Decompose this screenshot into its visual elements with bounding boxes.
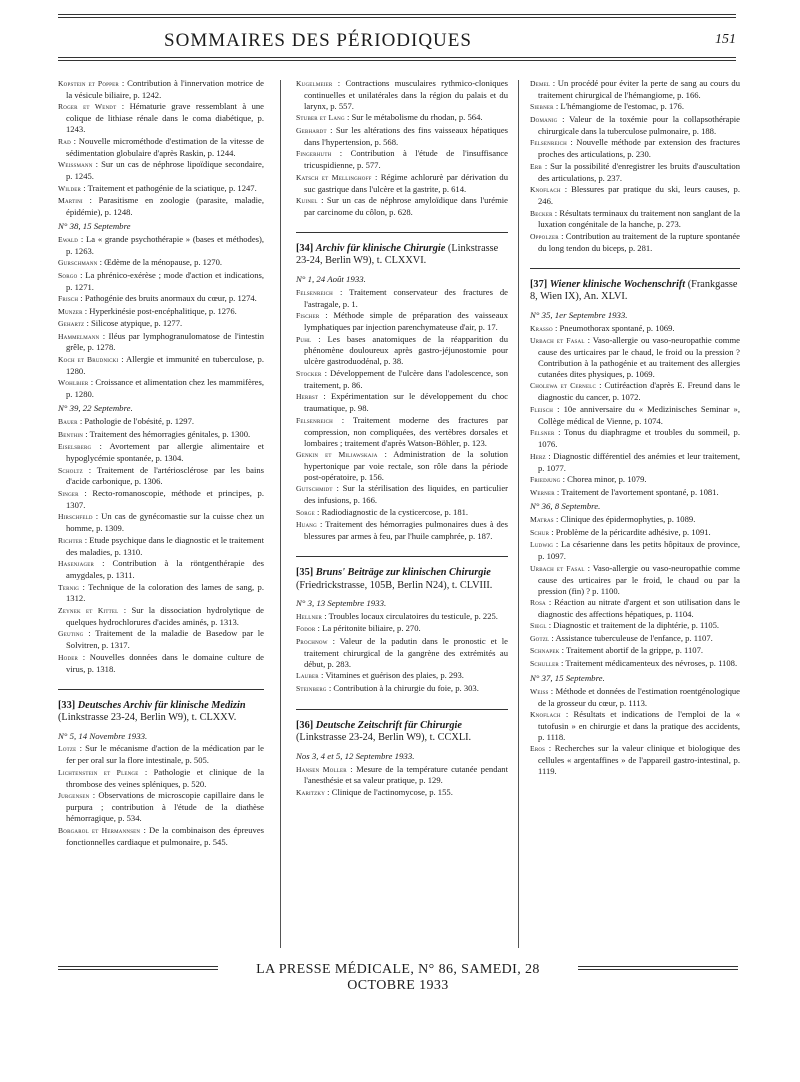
summary-entry [58,825,264,848]
journal-number: [35] [296,567,314,579]
entry-text: : Sur les altérations des fins vaisseaux hépatiques dans l'hypertension, p. 568. [304,124,508,147]
issue-heading: N° 1, 24 Août 1933. [296,273,366,284]
summary-entry [58,465,264,488]
entry-author: Fingerhuth [296,149,332,159]
entry-author: Singer [58,488,79,498]
entry-author: Schuller [530,658,559,668]
entry-author: Krasso [530,323,553,333]
entry-author: Kopstein et Popper [58,79,119,88]
entry-text: : Pathogénie des bruits anormaux du cœur, p. 1274. [78,293,257,304]
entry-author: Gehartz [58,319,85,329]
entry-text: : L'hémangiome de l'estomac, p. 176. [553,101,684,112]
journal-address: (Linkstrasse 23-24, Berlin W9), t. CLXXVI. [296,242,499,267]
section-separator [530,268,740,269]
entry-text: : Réaction au nitrate d'argent et son utilisation dans le diagnostic des affections hépatiques, p. 1104. [538,597,740,619]
entry-author: Siegl [530,621,547,631]
entry-text: : Croissance et alimentation chez les mammifères, p. 1280. [66,377,264,400]
entry-text: : Nouvelle microméthode d'estimation de la vitesse de sédimentation globulaire d'après Raskin, p. 1244. [66,135,264,158]
entry-author: Demel [530,79,551,88]
entry-author: Werner [530,487,555,497]
journal-number: [36] [296,719,314,731]
summary-entry [530,474,740,486]
summary-entry [296,125,508,148]
journal-address: (Linkstrasse 23-24, Berlin W9), t. CLXXV. [58,712,237,724]
entry-author: Felsenreich [296,415,333,425]
entry-author: Lotze [58,744,77,754]
entry-author: Puhl [296,334,312,344]
summary-entry [58,195,264,218]
summary-entry [58,293,264,305]
entry-text: : Valeur de la padutin dans le pronostic et le traitement chirurgical de la gangrène des extrémités au début, p. 283. [304,635,508,669]
entry-text: : La phrénico-exérèse ; mode d'action et indications, p. 1271. [66,269,264,292]
entry-text: : Pneumothorax spontané, p. 1069. [552,322,675,333]
entry-text: : Traitement et pathogénie de la sciatique, p. 1247. [81,182,257,193]
summary-entry [530,597,740,620]
entry-text: : Tonus du diaphragme et troubles du sommeil, p. 1076. [538,427,740,450]
summary-entry [58,318,264,330]
section-separator [296,709,508,710]
entry-author: Gurschmann [58,258,98,268]
entry-author: Gotzl [530,633,550,643]
entry-author: Rad [58,136,71,146]
section-separator [296,232,508,233]
entry-author: Siebner [530,102,554,112]
summary-entry [58,354,264,377]
entry-author: Weissmann [58,160,93,170]
entry-text: : Pathologie de l'obésité, p. 1297. [77,416,195,427]
entry-author: Jurgensen [58,791,90,801]
journal-title [530,279,740,304]
entry-author: Herbst [296,392,319,402]
summary-entry [530,658,740,670]
journal-name: Wiener klinische Wochenschrift [549,278,686,290]
summary-entry [530,231,740,254]
entry-author: Knoflach [530,185,561,195]
issue-heading: N° 36, 8 Septembre. [530,501,601,512]
entry-author: Hellner [296,611,323,621]
summary-entry [296,683,508,695]
summary-entry [530,743,740,777]
summary-entry [530,137,740,160]
summary-entry [530,620,740,632]
entry-text: : Contribution à la röntgenthérapie des amygdales, p. 1311. [66,558,264,581]
summary-entry [296,507,508,519]
summary-entry [58,270,264,293]
entry-author: Richter [58,535,83,545]
entry-author: Gutschmidt [296,484,333,494]
entry-author: Ternig [58,582,80,592]
summary-entry [296,112,508,124]
summary-entry [296,195,508,218]
column-divider-2 [518,80,519,948]
entry-author: Knoflach [530,710,561,720]
summary-entry [530,451,740,474]
entry-text: : Parasitisme en zoologie (parasite, maladie, épidémie), p. 1248. [66,195,264,217]
entry-text: : Recto-romanoscopie, méthode et principes, p. 1307. [66,487,264,510]
entry-text: : De la combinaison des épreuves fonctionnelles cardiaque et pulmonaire, p. 545. [66,824,264,847]
issue-heading: N° 5, 14 Novembre 1933. [58,730,148,741]
entry-text: : Nouvelles données dans le domaine culture de virus, p. 1318. [66,651,264,674]
entry-author: Martini [58,196,83,206]
entry-text: : Un cas de gynécomastie sur la cuisse chez un homme, p. 1309. [66,511,264,534]
page-footer [58,962,738,993]
entry-text: : Œdème de la ménopause, p. 1270. [97,257,223,268]
entry-author: Oppolzer [530,231,559,241]
entry-text: : Sur la dissociation hydrolytique de quelques hydrochlorures d'acides aminés, p. 1313. [66,604,264,627]
entry-text: : Assistance tuberculeuse de l'enfance, p. 1107. [549,632,713,643]
issue-heading: N° 35, 1er Septembre 1933. [530,309,628,320]
entry-author: Wilder [58,183,82,193]
entry-text: : Développement de l'ulcère dans l'adolescence, son traitement, p. 86. [304,367,508,390]
entry-text: : Problème de la péricardite adhésive, p. 1091. [549,526,711,537]
entry-author: Stocker [296,368,322,378]
entry-author: Geuting [58,629,84,639]
entry-text: : Radiodiagnostic de la cysticercose, p. 181. [314,506,469,517]
summary-entry [58,331,264,354]
summary-entry [296,78,508,112]
entry-text: : Vitamines et guérison des plaies, p. 293. [318,670,464,681]
summary-entry [530,563,740,597]
summary-entry [58,183,264,195]
footer-text: LA PRESSE MÉDICALE, N° 86, SAMEDI, 28 OCTOBRE 1933 [256,962,540,993]
entry-author: Zeynek et Kittel [58,605,119,615]
entry-author: Felsner [530,428,555,438]
entry-text: : Traitement de l'artériosclérose par les bains d'acide carbonique, p. 1306. [66,464,264,487]
entry-text: : 10e anniversaire du « Medizinisches Seminar », Collège médical de Vienne, p. 1074. [538,403,740,426]
entry-author: Felsenreich [530,138,567,148]
issue-heading: N° 37, 15 Septembre. [530,672,605,683]
entry-text: : Traitement des hémorragies pulmonaires dues à des blessures par armes à feu, par l'huile camphrée, p. 187. [304,519,508,542]
summary-entry [296,670,508,682]
entry-author: Eros [530,744,546,754]
entry-text: : La péritonite biliaire, p. 270. [315,623,421,634]
footer-rule-right [578,966,738,972]
summary-entry [58,377,264,400]
entry-text: : Clinique de l'actinomycose, p. 155. [325,786,453,797]
entry-author: Felsenreich [296,287,333,297]
entry-text: : Cutiréaction d'après E. Freund dans le diagnostic du cancer, p. 1072. [538,380,740,403]
column-3 [530,78,740,778]
entry-text: : Méthode simple de préparation des vaisseaux lymphatiques par injection parenchymateuse d'air, p. 17. [304,310,508,333]
summary-entry [58,790,264,824]
entry-author: Gebhardt [296,125,327,135]
entry-text: : Contribution à l'innervation motrice de la vésicule biliaire, p. 1242. [66,78,264,100]
entry-text: : Sur la possibilité d'enregistrer les bruits d'auscultation des articulations, p. 237. [538,160,740,183]
page-title: SOMMAIRES DES PÉRIODIQUES [164,30,472,51]
summary-entry [530,208,740,231]
entry-text: : Contractions musculaires rythmico-cloniques continuelles et unilatérales dans la région du palais et du larynx, p. 557. [304,78,508,111]
summary-entry [58,416,264,428]
journal-title [296,567,508,592]
summary-entry [296,287,508,310]
entry-author: Schur [530,527,550,537]
summary-entry [58,234,264,257]
issue-heading: Nos 3, 4 et 5, 12 Septembre 1933. [296,750,415,761]
journal-name: Deutsche Zeitschrift für Chirurgie [315,719,462,731]
entry-text: : Hématurie grave ressemblant à une colique de lithiase rénale dans le coma diabétique, p. 1243. [66,101,264,135]
summary-entry [296,172,508,195]
summary-entry [58,767,264,790]
entry-text: : Traitement de l'avortement spontané, p. 1081. [554,486,719,497]
summary-entry [530,514,740,526]
summary-entry [296,611,508,623]
entry-author: Eiselsberg [58,442,92,452]
summary-entry [58,101,264,135]
entry-author: Lauber [296,671,319,681]
journal-number: [34] [296,242,314,254]
entry-text: : Diagnostic et traitement de la diphtérie, p. 1105. [546,620,720,631]
entry-author: Weiss [530,686,549,696]
entry-text: : Sur un cas de néphrose lipoïdique secondaire, p. 1245. [66,159,264,182]
entry-text: : Contribution à la chirurgie du foie, p. 303. [326,682,479,693]
issue-heading: N° 38, 15 Septembre [58,220,131,231]
entry-author: Urbach et Fasal [530,563,585,573]
entry-author: Katsch et Mellinghoff [296,172,372,182]
summary-entry [58,136,264,159]
summary-entry [296,636,508,670]
journal-name: Bruns' Beiträge zur klinischen Chirurgie [315,567,491,579]
summary-entry [530,686,740,709]
entry-author: Huang [296,520,317,530]
entry-author: Koch et Brudnicki [58,354,119,364]
column-divider-1 [280,80,281,948]
entry-text: : Résultats et indications de l'emploi de la « tutofusin » en chirurgie et dans la pratique des accidents, p. 1118. [538,709,740,742]
entry-author: Kuinel [296,196,318,206]
issue-heading: N° 3, 13 Septembre 1933. [296,598,387,609]
entry-author: Sorge [296,507,315,517]
entry-text: : Allergie et immunité en tuberculose, p. 1280. [66,353,264,376]
entry-text: : Silicose atypique, p. 1277. [84,318,183,329]
entry-author: Wohlbier [58,378,89,388]
header-rule-top-2 [58,17,736,18]
entry-author: Hammelmann [58,331,100,341]
journal-name: Deutsches Archiv für klinische Medizin [77,699,246,711]
journal-title [58,700,264,725]
entry-author: Hirschfeld [58,512,93,522]
summary-entry [296,449,508,483]
entry-author: Erb [530,161,542,171]
summary-entry [530,633,740,645]
summary-entry [58,441,264,464]
entry-author: Friedjung [530,475,561,484]
summary-entry [530,161,740,184]
entry-author: Sorgo [58,270,78,280]
summary-entry [58,429,264,441]
summary-entry [530,645,740,657]
entry-author: Stuber et Lang [296,113,345,123]
summary-entry [58,743,264,766]
entry-text: : Sur le métabolisme du rhodan, p. 564. [344,112,483,123]
entry-text: : Traitement conservateur des fractures de l'astragale, p. 1. [304,286,508,309]
section-separator [58,689,264,690]
entry-author: Hoder [58,652,79,662]
journal-address: (Linkstrasse 23-24, Berlin W9), t. CCXLI. [296,732,472,744]
entry-author: Herz [530,451,546,461]
entry-author: Hansen Moller [296,764,347,774]
summary-entry [296,148,508,171]
entry-text: : Troubles locaux circulatoires du testicule, p. 225. [322,610,498,621]
summary-entry [58,558,264,581]
summary-entry [530,184,740,207]
entry-author: Domanig [530,114,558,124]
summary-entry [530,101,740,113]
journal-title [296,720,508,745]
summary-entry [296,764,508,787]
entry-text: : Sur la stérilisation des liquides, en particulier des infusions, p. 166. [304,483,508,506]
entry-text: : Contribution à l'étude de l'insuffisance tricuspidienne, p. 577. [304,148,508,171]
summary-entry [58,306,264,318]
entry-text: : Iléus par lymphogranulomatose de l'intestin grêle, p. 1278. [66,330,264,353]
summary-entry [296,519,508,542]
entry-text: : Régime achlorurè par dérivation du suc gastrique dans l'ulcère et la gastrite, p. 614. [304,171,508,194]
journal-address: (Friedrickstrasse, 105B, Berlin N24), t. CLVIII. [296,579,493,591]
header-rule-top-1 [58,14,736,15]
footer-rule-left [58,966,218,972]
entry-text: : Traitement moderne des fractures par compression, non compliquées, des vertèbres dorsales et lombaires ; traitement d'après Watson-Böhler, p. 123. [304,414,508,448]
entry-text: : Diagnostic différentiel des anémies et leur traitement, p. 1077. [538,450,740,473]
entry-author: Ludwig [530,540,554,550]
summary-entry [58,628,264,651]
entry-author: Matras [530,515,554,525]
entry-author: Fodor [296,624,316,634]
column-2 [296,78,508,799]
entry-author: Fleisch [530,404,554,414]
entry-author: Ewald [58,234,79,244]
entry-author: Hasenjager [58,559,95,569]
entry-text: : Etude psychique dans le diagnostic et le traitement des maladies, p. 1310. [66,534,264,557]
entry-author: Borgarol et Hermannsen [58,825,141,835]
entry-author: Fischer [296,311,320,321]
entry-text: : Pathologie et clinique de la thrombose des veines spléniques, p. 520. [66,766,265,789]
summary-entry [530,487,740,499]
summary-entry [58,605,264,628]
entry-text: : Vaso-allergie ou vaso-neuropathie comme cause des urticaires par le froid, le chaud ou par la pression (fin) ? p. 1100. [538,562,740,596]
header-rule-bottom-2 [58,60,736,61]
summary-entry [58,159,264,182]
header-rule-bottom-1 [58,57,736,58]
summary-entry [58,78,264,101]
entry-author: Frisch [58,294,79,304]
entry-author: Schnapek [530,646,560,656]
entry-text: : Résultats terminaux du traitement non sanglant de la luxation congénitale de la hanche, p. 273. [538,207,741,230]
issue-heading: N° 39, 22 Septembre. [58,403,133,414]
entry-author: Scholtz [58,465,83,475]
summary-entry [530,527,740,539]
summary-entry [296,368,508,391]
entry-text: : La césarienne dans les petits hôpitaux de province, p. 1097. [538,539,740,562]
summary-entry [530,427,740,450]
entry-text: : Administration de la solution hypertonique par voie rectale, son rôle dans la période post-opératoire, p. 156. [304,449,508,482]
entry-text: : Traitement des hémorragies génitales, p. 1300. [83,428,251,439]
entry-text: : Sur un cas de néphrose amyloïdique dans l'urémie par carcinome du côlon, p. 628. [304,195,508,217]
summary-entry [58,582,264,605]
summary-entry [530,404,740,427]
entry-text: : Contribution au traitement de la rupture spontanée du long tendon du biceps, p. 281. [538,230,740,253]
entry-text: : Observations de microscopie capillaire dans le purpura ; contribution à l'étude de la diathèse hémorragique, p. 534. [66,790,264,824]
entry-author: Prochnow [296,636,328,646]
summary-entry [58,488,264,511]
entry-author: Bauer [58,417,78,427]
summary-entry [530,539,740,562]
entry-text: : Méthode et données de l'estimation roentgénologique de la grosseur du cœur, p. 1113. [538,685,740,708]
entry-text: : Hyperkinésie post-encéphalitique, p. 1276. [82,305,237,316]
entry-text: : Sur le mécanisme d'action de la médication par le fer per oral sur la flore intestinale, p. 505. [66,743,264,766]
summary-entry [296,415,508,449]
entry-text: : Traitement médicamenteux des névroses, p. 1108. [558,657,738,668]
entry-text: : Technique de la coloration des lames de sang, p. 1312. [66,581,264,604]
entry-author: Kugelmeier [296,79,333,88]
summary-entry [58,535,264,558]
entry-text: : Chorea minor, p. 1079. [560,474,647,484]
entry-author: Urbach et Fasal [530,336,585,346]
summary-entry [296,623,508,635]
entry-text: : Traitement abortif de la grippe, p. 1107. [559,645,704,656]
summary-entry [530,709,740,743]
entry-text: : Nouvelle méthode par extension des fractures proches des articulations, p. 230. [538,137,740,160]
entry-author: Becker [530,208,553,218]
entry-text: : Recherches sur la valeur clinique et biologique des cellules « argentaffines » de l'appareil gastro-intestinal, p. 1119. [538,743,740,777]
summary-entry [530,380,740,403]
summary-entry [58,652,264,675]
entry-text: : Avortement par allergie alimentaire et hypoglycémie spontanée, p. 1304. [66,441,264,463]
journal-number: [37] [530,278,548,290]
entry-author: Steinberg [296,683,327,693]
entry-text: : Les bases anatomiques de la réapparition du phénomène douloureux après gastro-jéjunostomie pour ulcère gastroduodénal, p. 38. [304,333,508,367]
journal-address: (Frankgasse 8, Wien IX), An. XLVI. [530,278,738,303]
summary-entry [530,323,740,335]
entry-author: Benthin [58,429,84,439]
column-1 [58,78,264,848]
entry-text: : La « grande psychothérapie » (bases et méthodes), p. 1263. [66,233,264,256]
summary-entry [58,511,264,534]
summary-entry [296,787,508,799]
summary-entry [530,335,740,380]
summary-entry [58,257,264,269]
summary-entry [530,114,740,137]
entry-author: Cholewa et Cernelc [530,381,597,391]
entry-author: Roger et Wendt [58,102,117,112]
journal-number: [33] [58,699,76,711]
entry-author: Munzer [58,306,83,316]
summary-entry [296,334,508,368]
entry-text: : Blessures par pratique du ski, leurs causes, p. 246. [538,184,740,207]
journal-title [296,243,508,268]
entry-text: : Traitement de la maladie de Basedow par le Solvitren, p. 1317. [66,628,264,651]
entry-author: Rosa [530,598,546,608]
entry-author: Lichtenstein et Plenge [58,767,139,777]
entry-text: : Clinique des épidermophyties, p. 1089. [553,514,696,525]
entry-text: : Expérimentation sur le développement du choc traumatique, p. 98. [304,391,508,414]
section-separator [296,556,508,557]
summary-entry [530,78,740,101]
entry-text: : Vaso-allergie ou vaso-neuropathie comme cause des urticaires par le chaud, le froid ou la pression ? Contribution à la pathogénie et au traitement des allergies cutanées dites physiques, p. 1069. [538,335,740,379]
journal-name: Archiv für klinische Chirurgie [315,242,446,254]
page-number: 151 [715,32,736,47]
entry-text: : Mesure de la température cutanée pendant l'anesthésie et sa valeur pratique, p. 129. [304,763,508,786]
summary-entry [296,391,508,414]
page-header [58,14,736,62]
entry-text: : Valeur de la toxémie pour la collapsothérapie chirurgicale dans la tuberculose pulmonaire, p. 188. [538,113,740,136]
summary-entry [296,483,508,506]
entry-text: : Un procédé pour éviter la perte de sang au cours du traitement chirurgical de l'hémangiome, p. 166. [538,78,740,100]
entry-author: Genkin et Miljawskaja [296,450,378,459]
summary-entry [296,310,508,333]
entry-author: Karitzky [296,787,326,797]
